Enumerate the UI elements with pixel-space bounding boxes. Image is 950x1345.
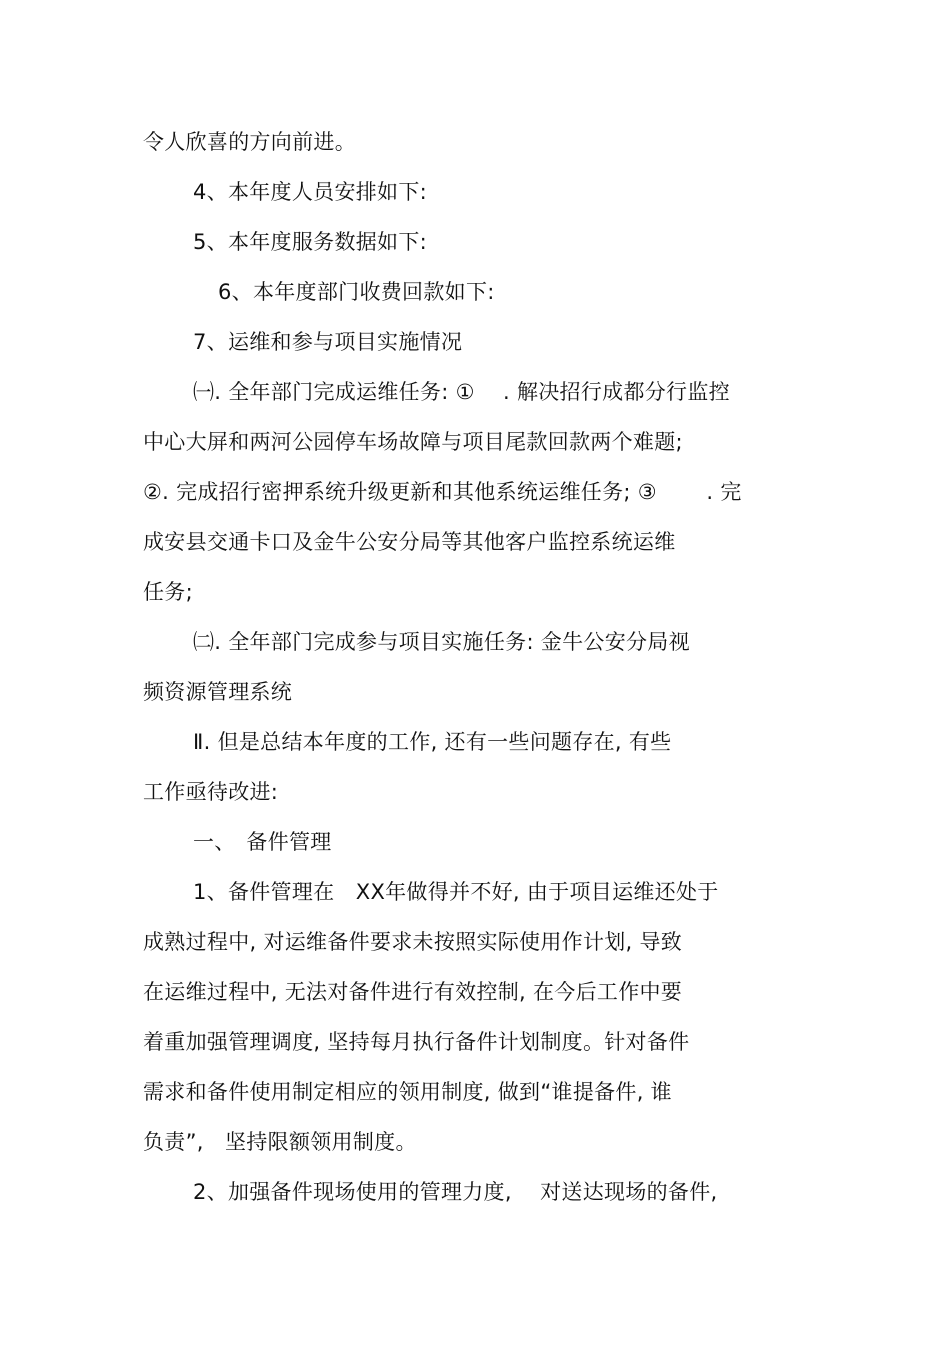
text-line-19: 着重加强管理调度, 坚持每月执行备件计划制度。针对备件 [143, 1030, 690, 1054]
text-line-9: 成安县交通卡口及金牛公安分局等其他客户监控系统运维 [143, 530, 676, 554]
text-line-4: 6、本年度部门收费回款如下: [218, 280, 495, 304]
text-line-21: 负责”, 坚持限额领用制度。 [143, 1130, 417, 1154]
text-line-18: 在运维过程中, 无法对备件进行有效控制, 在今后工作中要 [143, 980, 683, 1004]
text-line-22: 2、加强备件现场使用的管理力度, 对送达现场的备件, [193, 1180, 718, 1204]
text-line-16: 1、备件管理在 XX年做得并不好, 由于项目运维还处于 [193, 880, 719, 904]
text-line-1: 令人欣喜的方向前进。 [143, 130, 356, 154]
text-line-6: ㈠. 全年部门完成运维任务: ① . 解决招行成都分行监控 [193, 380, 730, 404]
text-line-20: 需求和备件使用制定相应的领用制度, 做到“谁提备件, 谁 [143, 1080, 672, 1104]
text-line-11: ㈡. 全年部门完成参与项目实施任务: 金牛公安分局视 [193, 630, 690, 654]
text-line-14: 工作亟待改进: [143, 780, 279, 804]
section-heading: 一、 备件管理 [193, 830, 332, 854]
text-line-7: 中心大屏和两河公园停车场故障与项目尾款回款两个难题; [143, 430, 683, 454]
text-line-2: 4、本年度人员安排如下: [193, 180, 428, 204]
text-line-17: 成熟过程中, 对运维备件要求未按照实际使用作计划, 导致 [143, 930, 683, 954]
text-line-3: 5、本年度服务数据如下: [193, 230, 428, 254]
text-line-8: ②. 完成招行密押系统升级更新和其他系统运维任务; ③ . 完 [143, 480, 742, 504]
text-line-12: 频资源管理系统 [143, 680, 293, 704]
text-line-5: 7、运维和参与项目实施情况 [193, 330, 463, 354]
text-line-13: Ⅱ. 但是总结本年度的工作, 还有一些问题存在, 有些 [193, 730, 672, 754]
text-line-10: 任务; [143, 580, 193, 604]
